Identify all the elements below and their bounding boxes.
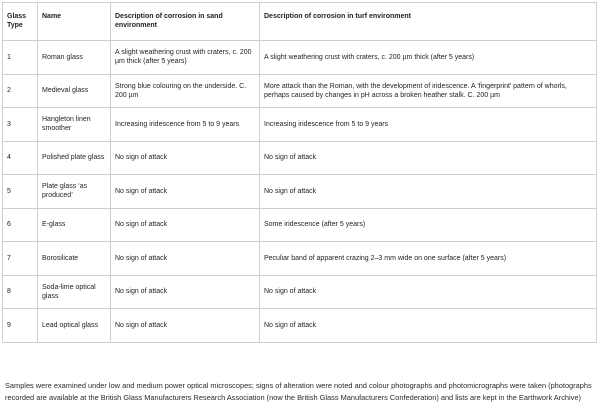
table-footnote: Samples were examined under low and medium power optical microscopes; signs of alteration were noted and colour photographs and photomicrographs were taken (photographs recorded are available at the British Glass Manufacturers Research Association (now the British Glass Manufacturers Confederation) and lists are kept in the Earthwork Archive) [5, 381, 592, 402]
cell-name: Soda-lime optical glass [38, 275, 111, 309]
cell-turf: No sign of attack [260, 309, 597, 343]
cell-name: E-glass [38, 208, 111, 242]
header-sand-description: Description of corrosion in sand environment [111, 3, 260, 41]
cell-sand: No sign of attack [111, 208, 260, 242]
table-row [3, 41, 597, 75]
cell-type: 5 [3, 175, 38, 209]
table-header-row [3, 3, 597, 41]
cell-sand: No sign of attack [111, 242, 260, 276]
table-row [3, 74, 597, 108]
cell-name: Borosilicate [38, 242, 111, 276]
cell-type: 3 [3, 108, 38, 142]
header-glass-type: Glass Type [3, 3, 38, 41]
cell-name: Plate glass ‘as produced’ [38, 175, 111, 209]
cell-name: Polished plate glass [38, 141, 111, 175]
table-row [3, 141, 597, 175]
cell-type: 8 [3, 275, 38, 309]
cell-turf: Increasing iridescence from 5 to 9 years [260, 108, 597, 142]
cell-name: Roman glass [38, 41, 111, 75]
cell-turf: More attack than the Roman, with the development of iridescence. A ‘fingerprint’ pattern of whorls, perhaps caused by changes in pH across a broken heather stalk. C. 200 µm [260, 74, 597, 108]
cell-type: 6 [3, 208, 38, 242]
cell-name: Lead optical glass [38, 309, 111, 343]
glass-corrosion-table [2, 2, 597, 343]
cell-turf: No sign of attack [260, 275, 597, 309]
cell-type: 7 [3, 242, 38, 276]
cell-type: 2 [3, 74, 38, 108]
table-row [3, 175, 597, 209]
cell-sand: No sign of attack [111, 275, 260, 309]
cell-turf: Some iridescence (after 5 years) [260, 208, 597, 242]
cell-sand: No sign of attack [111, 175, 260, 209]
cell-turf: No sign of attack [260, 175, 597, 209]
cell-turf: Peculiar band of apparent crazing 2–3 mm wide on one surface (after 5 years) [260, 242, 597, 276]
table-row [3, 275, 597, 309]
header-turf-description: Description of corrosion in turf environment [260, 3, 597, 41]
header-name: Name [38, 3, 111, 41]
cell-type: 9 [3, 309, 38, 343]
cell-type: 4 [3, 141, 38, 175]
cell-sand: A slight weathering crust with craters, c. 200 µm thick (after 5 years) [111, 41, 260, 75]
table-row [3, 309, 597, 343]
table-row [3, 108, 597, 142]
cell-sand: No sign of attack [111, 141, 260, 175]
cell-type: 1 [3, 41, 38, 75]
table-row [3, 208, 597, 242]
cell-sand: Increasing iridescence from 5 to 9 years [111, 108, 260, 142]
cell-name: Hangleton linen smoother [38, 108, 111, 142]
cell-turf: A slight weathering crust with craters, c. 200 µm thick (after 5 years) [260, 41, 597, 75]
table-row [3, 242, 597, 276]
cell-turf: No sign of attack [260, 141, 597, 175]
cell-sand: No sign of attack [111, 309, 260, 343]
cell-name: Medieval glass [38, 74, 111, 108]
cell-sand: Strong blue colouring on the underside. C. 200 µm [111, 74, 260, 108]
